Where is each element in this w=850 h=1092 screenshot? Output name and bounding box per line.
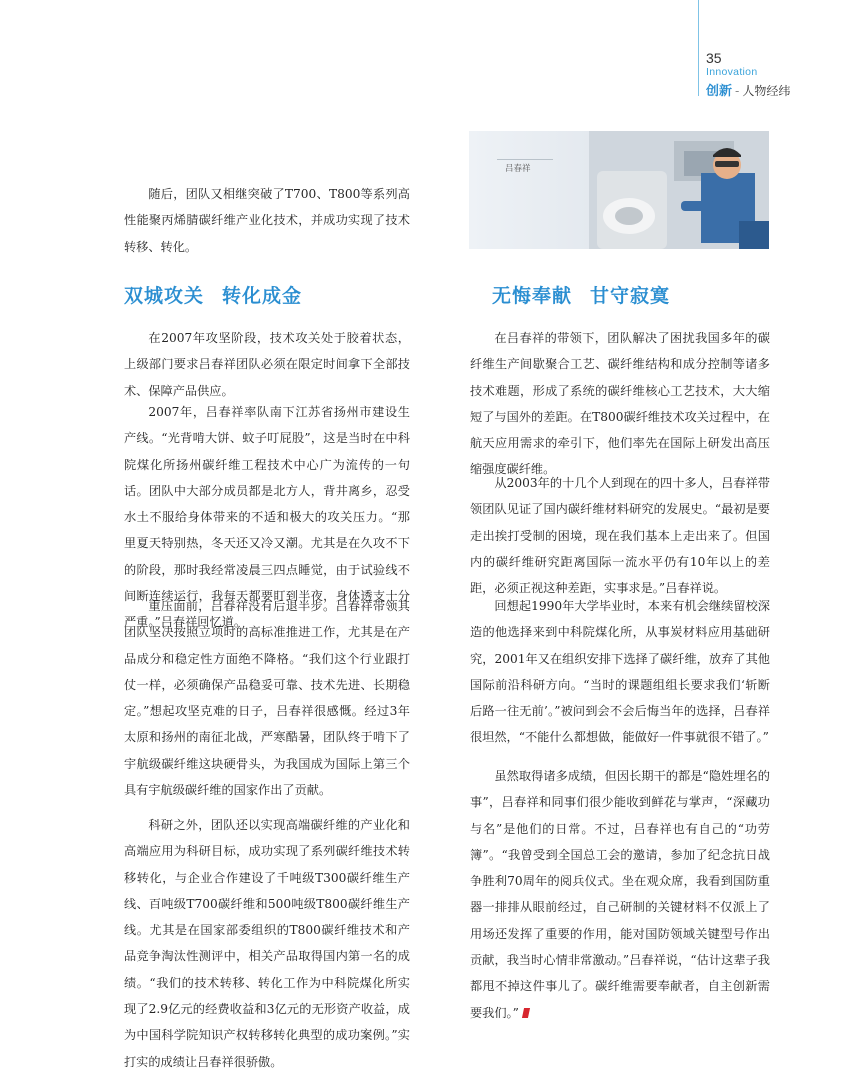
portrait-photo	[469, 131, 769, 249]
right-paragraph-4	[470, 763, 770, 1026]
right-heading-part-b: 甘守寂寞	[590, 285, 671, 307]
left-heading-part-b: 转化成金	[222, 285, 303, 307]
right-paragraph-2: 从2003年的十几个人到现在的四十多人，吕春祥带领团队见证了国内碳纤维材料研究的发展史。“最初是要走出挨打受制的困境，现在我们基本上走出来了。但国内的碳纤维研究距离国际一流水平仍有10年以上的差距，必须正视这种差距，实事求是。”吕春祥说。	[470, 476, 770, 596]
left-section-heading	[124, 281, 302, 308]
left-paragraph-3: 重压面前，吕春祥没有后退半步。吕春祥带领其团队坚决按照立项时的高标准推进工作，尤其是在产品成分和稳定性方面绝不降格。“我们这个行业跟打仗一样，必须确保产品稳妥可靠、技术先进、长期稳定。”想起攻坚克难的日子，吕春祥很感慨。经过3年太原和扬州的南征北战，严寒酷暑，团队终于啃下了宇航级碳纤维这块硬骨头，为我国成为国际上第三个具有宇航级碳纤维的国家作出了贡献。	[124, 599, 410, 798]
intro-paragraph: 随后，团队又相继突破了T700、T800等系列高性能聚丙烯腈碳纤维产业化技术，并成功实现了技术转移、转化。	[124, 187, 410, 254]
left-paragraph-1: 在2007年攻坚阶段，技术攻关处于胶着状态，上级部门要求吕春祥团队必须在限定时间拿下全部技术、保障产品供应。	[124, 331, 410, 398]
left-paragraph-4: 科研之外，团队还以实现高端碳纤维的产业化和高端应用为科研目标，成功实现了系列碳纤维技术转移转化，与企业合作建设了千吨级T300碳纤维生产线、百吨级T700碳纤维和500吨级T800碳纤维生产线。尤其是在国家部委组织的T800碳纤维技术和产品竞争淘汰性测评中，相关产品取得国内第一名的成绩。“我们的技术转移、转化工作为中科院煤化所实现了2.9亿元的经费收益和3亿元的无形资产收益，成为中国科学院知识产权转移转化典型的成功案例。”实打实的成绩让吕春祥很骄傲。	[124, 818, 410, 1069]
header-divider-line	[698, 0, 699, 96]
left-heading-part-a: 双城攻关	[124, 285, 205, 307]
section-separator: -	[735, 84, 740, 98]
section-name-cn	[706, 80, 790, 99]
page-number: 35	[706, 50, 722, 66]
right-heading-part-a: 无悔奉献	[492, 285, 573, 307]
lab-scene-illustration	[469, 131, 769, 249]
right-section-heading	[492, 281, 670, 308]
left-paragraph-2: 2007年，吕春祥率队南下江苏省扬州市建设生产线。“光背啃大饼、蚊子叮屁股”，这是当时在中科院煤化所扬州碳纤维工程技术中心广为流传的一句话。团队中大部分成员都是北方人，背井离乡，忍受水土不服给身体带来的不适和极大的攻关压力。“那里夏天特别热，冬天还又冷又潮。尤其是在久攻不下的阶段，那时我经常凌晨三四点睡觉，由于试验线不间断连续运行，我每天都要盯到半夜，身体透支十分严重。”吕春祥回忆道。	[124, 405, 410, 630]
right-paragraph-1: 在吕春祥的带领下，团队解决了困扰我国多年的碳纤维生产间歇聚合工艺、碳纤维结构和成分控制等诸多技术难题，形成了系统的碳纤维核心工艺技术，大大缩短了与国外的差距。在T800碳纤维技术攻关过程中，在航天应用需求的牵引下，他们率先在国际上研发出高压缩强度碳纤维。	[470, 331, 770, 477]
section-main: 创新	[706, 84, 733, 99]
caption-rule	[497, 159, 553, 160]
photo-caption: 吕春祥	[505, 164, 531, 174]
right-paragraph-3: 回想起1990年大学毕业时，本来有机会继续留校深造的他选择来到中科院煤化所，从事炭材料应用基础研究，2001年又在组织安排下选择了碳纤维，放弃了其他国际前沿科研方向。“当时的课题组组长要求我们‘斩断后路一往无前’。”被问到会不会后悔当年的选择，吕春祥很坦然，“不能什么都想做，能做好一件事就很不错了。”	[470, 599, 770, 745]
subsection-name: 人物经纬	[742, 84, 791, 98]
section-name-en: Innovation	[706, 66, 758, 78]
right-paragraph-4-text: 虽然取得诸多成绩，但因长期干的都是“隐姓埋名的事”，吕春祥和同事们很少能收到鲜花与掌声，“深藏功与名”是他们的日常。不过，吕春祥也有自己的“功劳簿”。“我曾受到全国总工会的邀请，参加了纪念抗日战争胜利70周年的阅兵仪式。坐在观众席，我看到国防重器一排排从眼前经过，自己研制的关键材料不仅派上了用场还发挥了重要的作用，能对国防领域关键型号作出贡献，我当时心情非常激动。”吕春祥说，“估计这辈子我都甩不掉这件事儿了。碳纤维需要奉献者，自主创新需要我们。”	[470, 769, 770, 1020]
article-end-mark-icon	[522, 1008, 530, 1018]
